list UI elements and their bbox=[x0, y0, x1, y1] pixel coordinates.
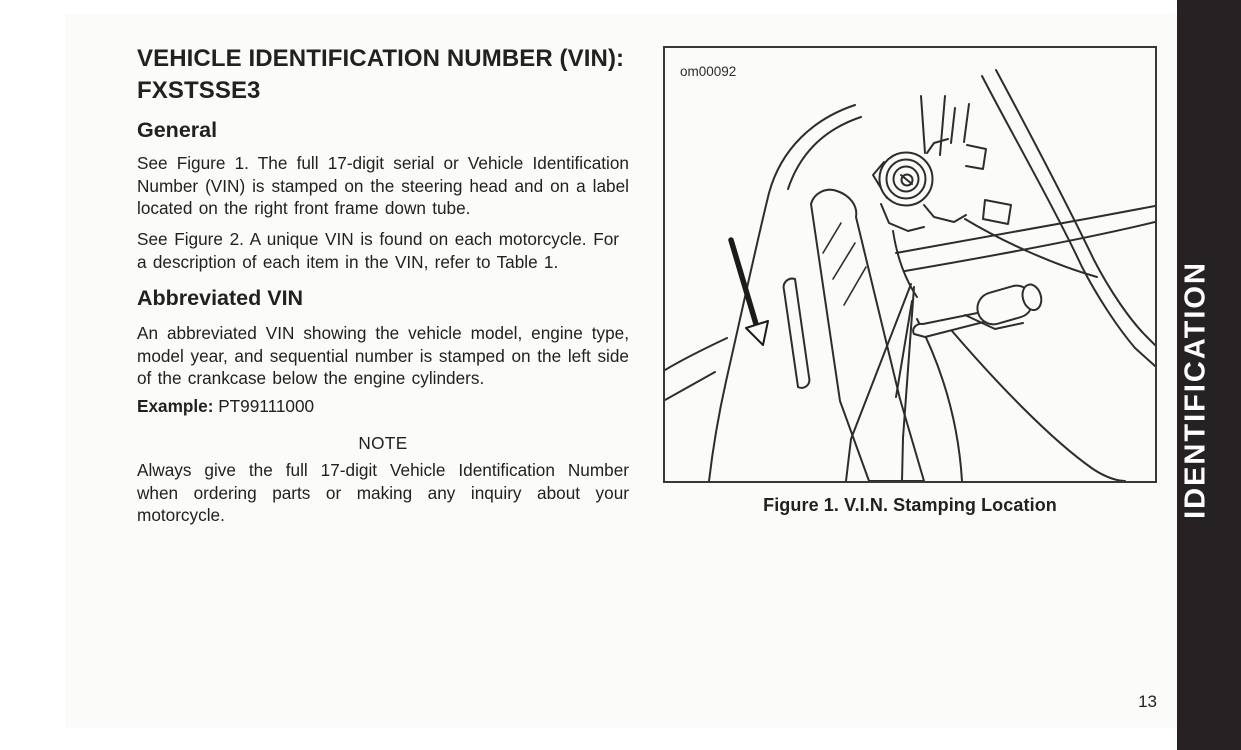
example-label: Example: bbox=[137, 396, 214, 416]
example-line bbox=[137, 395, 629, 418]
page-title: VEHICLE IDENTIFICATION NUMBER (VIN): FXSTSSE3 bbox=[137, 45, 625, 104]
paragraph-abbreviated-vin: An abbreviated VIN showing the vehicle model, engine type, model year, and sequential number is stamped on the left side of the crankcase below the engine cylinders. bbox=[137, 323, 629, 389]
note-heading: NOTE bbox=[358, 433, 408, 453]
example-vin-value: PT99111000 bbox=[218, 396, 315, 416]
section-heading-general: General bbox=[137, 118, 218, 142]
figure-caption: Figure 1. V.I.N. Stamping Location bbox=[763, 495, 1057, 515]
note-paragraph: Always give the full 17-digit Vehicle Identification Number when ordering parts or making any inquiry about your motorcycle. bbox=[137, 460, 629, 526]
paragraph-general-2: See Figure 2. A unique VIN is found on each motorcycle. For a description of each item in the VIN, refer to Table 1. bbox=[137, 229, 619, 272]
figure-photo-id: om00092 bbox=[680, 64, 737, 79]
identification-tab-label: IDENTIFICATION bbox=[1179, 261, 1212, 519]
figure-1-box bbox=[663, 46, 1157, 483]
paragraph-general-1: See Figure 1. The full 17-digit serial or Vehicle Identification Number (VIN) is stamped on the steering head and on a label located on the right front frame down tube. bbox=[137, 153, 629, 219]
page-number: 13 bbox=[1138, 692, 1157, 711]
section-heading-abbreviated-vin: Abbreviated VIN bbox=[137, 286, 304, 310]
vin-location-illustration bbox=[665, 48, 1155, 481]
